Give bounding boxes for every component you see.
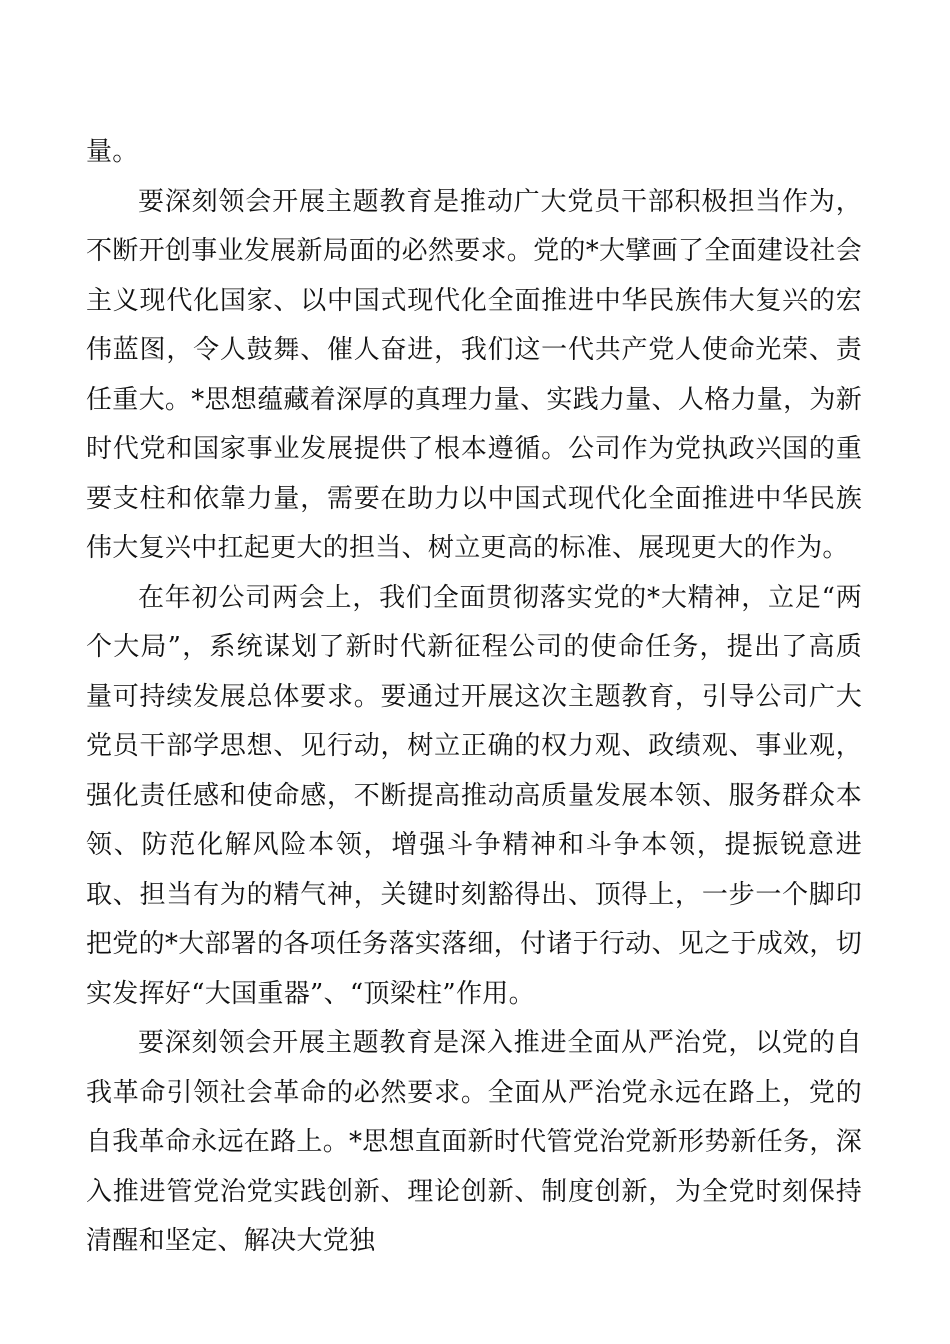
- paragraph-annual-meeting: 在年初公司两会上，我们全面贯彻落实党的*大精神，立足“两个大局”，系统谋划了新时代新征程公司的使命任务，提出了高质量可持续发展总体要求。要通过开展这次主题教育，引导公司广大党员干部学思想、见行动，树立正确的权力观、政绩观、事业观，强化责任感和使命感，不断提高推动高质量发展本领、服务群众本领、防范化解风险本领，增强斗争精神和斗争本领，提振锐意进取、担当有为的精气神，关键时刻豁得出、顶得上，一步一个脚印把党的*大部署的各项任务落实落细，付诸于行动、见之于成效，切实发挥好“大国重器”、“顶梁柱”作用。: [86, 582, 863, 1009]
- paragraph-continuation: 量。: [86, 137, 139, 167]
- paragraph-mission-requirement: 要深刻领会开展主题教育是推动广大党员干部积极担当作为，不断开创事业发展新局面的必然要求。党的*大擘画了全面建设社会主义现代化国家、以中国式现代化全面推进中华民族伟大复兴的宏伟蓝图，令人鼓舞、催人奋进，我们这一代共产党人使命光荣、责任重大。*思想蕴藏着深厚的真理力量、实践力量、人格力量，为新时代党和国家事业发展提供了根本遵循。公司作为党执政兴国的重要支柱和依靠力量，需要在助力以中国式现代化全面推进中华民族伟大复兴中扛起更大的担当、树立更高的标准、展现更大的作为。: [86, 186, 863, 563]
- paragraph-strict-governance: 要深刻领会开展主题教育是深入推进全面从严治党，以党的自我革命引领社会革命的必然要求。全面从严治党永远在路上，党的自我革命永远在路上。*思想直面新时代管党治党新形势新任务，深入推进管党治党实践创新、理论创新、制度创新，为全党时刻保持清醒和坚定、解决大党独: [86, 1028, 863, 1256]
- document-body: [86, 128, 862, 1267]
